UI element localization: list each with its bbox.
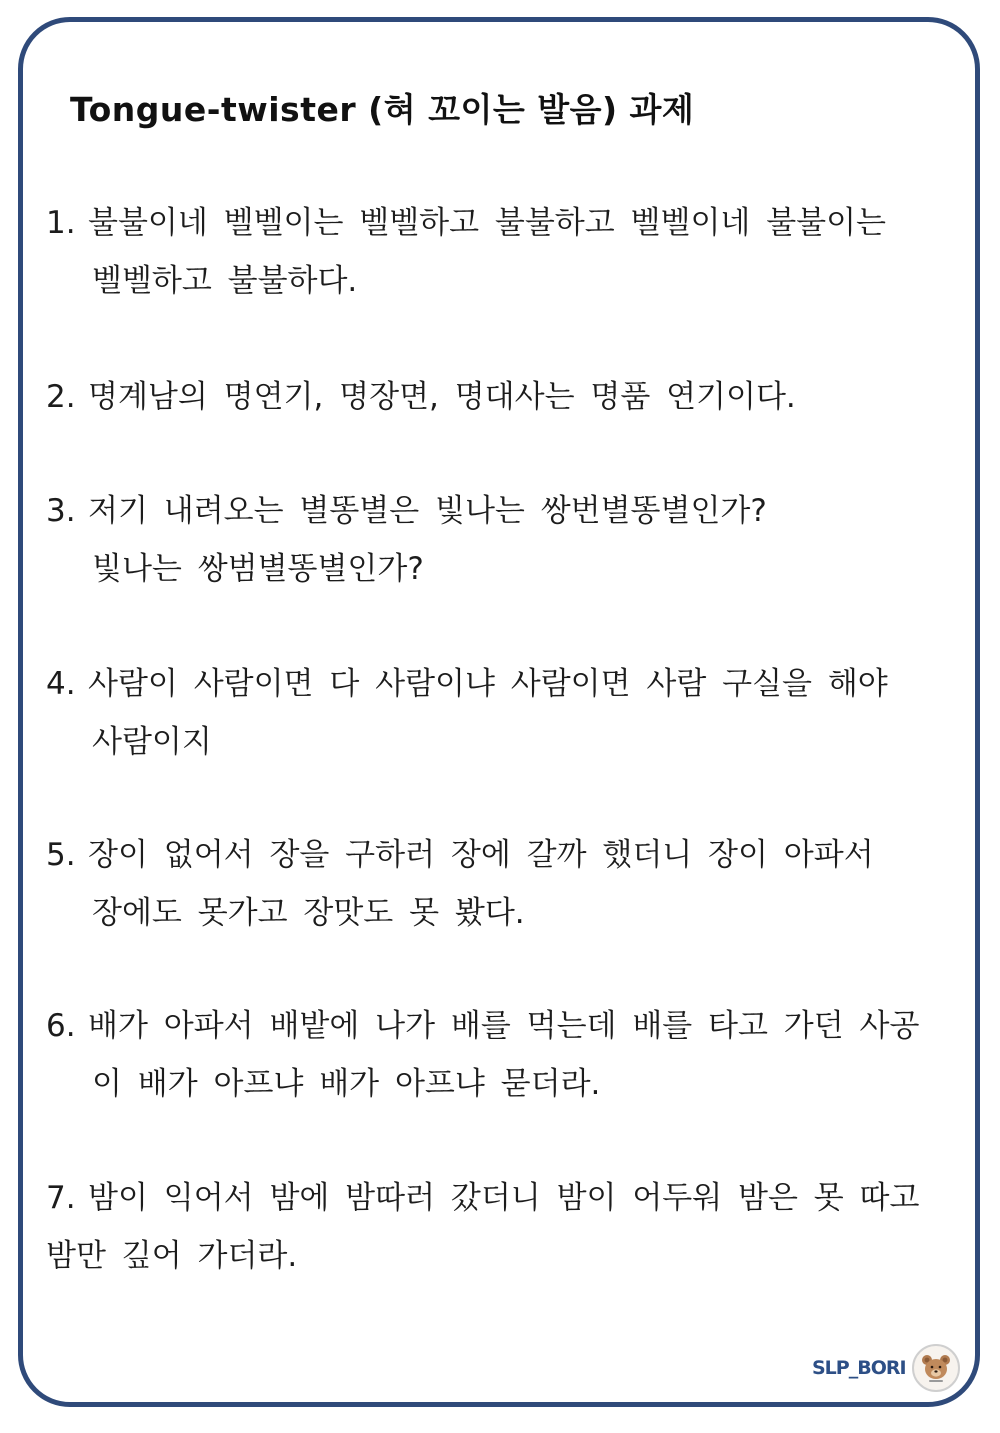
item-line: 3. 저기 내려오는 별똥별은 빛나는 쌍번별똥별인가? xyxy=(46,482,966,540)
list-item xyxy=(46,655,966,771)
item-number: 1. xyxy=(46,205,76,241)
item-number: 7. xyxy=(46,1180,76,1216)
item-line: 4. 사람이 사람이면 다 사람이냐 사람이면 사람 구실을 해야 xyxy=(46,655,966,713)
item-line: 벨벨하고 불불하다. xyxy=(92,263,358,299)
item-line: 이 배가 아프냐 배가 아프냐 묻더라. xyxy=(92,1066,601,1102)
list-item xyxy=(46,1169,966,1285)
item-line: 사람이지 xyxy=(92,724,212,760)
item-line: 1. 불불이네 벨벨이는 벨벨하고 불불하고 벨벨이네 불불이는 xyxy=(46,194,966,252)
list-item xyxy=(46,997,966,1113)
list-item xyxy=(46,826,966,942)
item-line: 밤만 깊어 가더라. xyxy=(46,1238,298,1274)
page-title: Tongue-twister (혀 꼬이는 발음) 과제 xyxy=(70,90,695,129)
item-line: 7. 밤이 익어서 밤에 밤따러 갔더니 밤이 어두워 밤은 못 따고 xyxy=(46,1169,966,1227)
item-line: 장에도 못가고 장맛도 못 봤다. xyxy=(92,895,525,931)
item-line: 2. 명계남의 명연기, 명장면, 명대사는 명품 연기이다. xyxy=(46,368,966,426)
brand-name: SLP_BORI xyxy=(812,1357,906,1379)
brand-logo xyxy=(812,1340,960,1396)
item-line: 빛나는 쌍범별똥별인가? xyxy=(92,551,424,587)
bear-icon xyxy=(912,1344,960,1392)
item-number: 3. xyxy=(46,493,76,529)
item-number: 5. xyxy=(46,837,76,873)
item-line: 5. 장이 없어서 장을 구하러 장에 갈까 했더니 장이 아파서 xyxy=(46,826,966,884)
item-number: 4. xyxy=(46,666,76,702)
list-item xyxy=(46,368,966,426)
list-item xyxy=(46,194,966,310)
item-number: 2. xyxy=(46,379,76,415)
list-item xyxy=(46,482,966,598)
item-number: 6. xyxy=(46,1008,76,1044)
item-line: 6. 배가 아파서 배밭에 나가 배를 먹는데 배를 타고 가던 사공 xyxy=(46,997,966,1055)
